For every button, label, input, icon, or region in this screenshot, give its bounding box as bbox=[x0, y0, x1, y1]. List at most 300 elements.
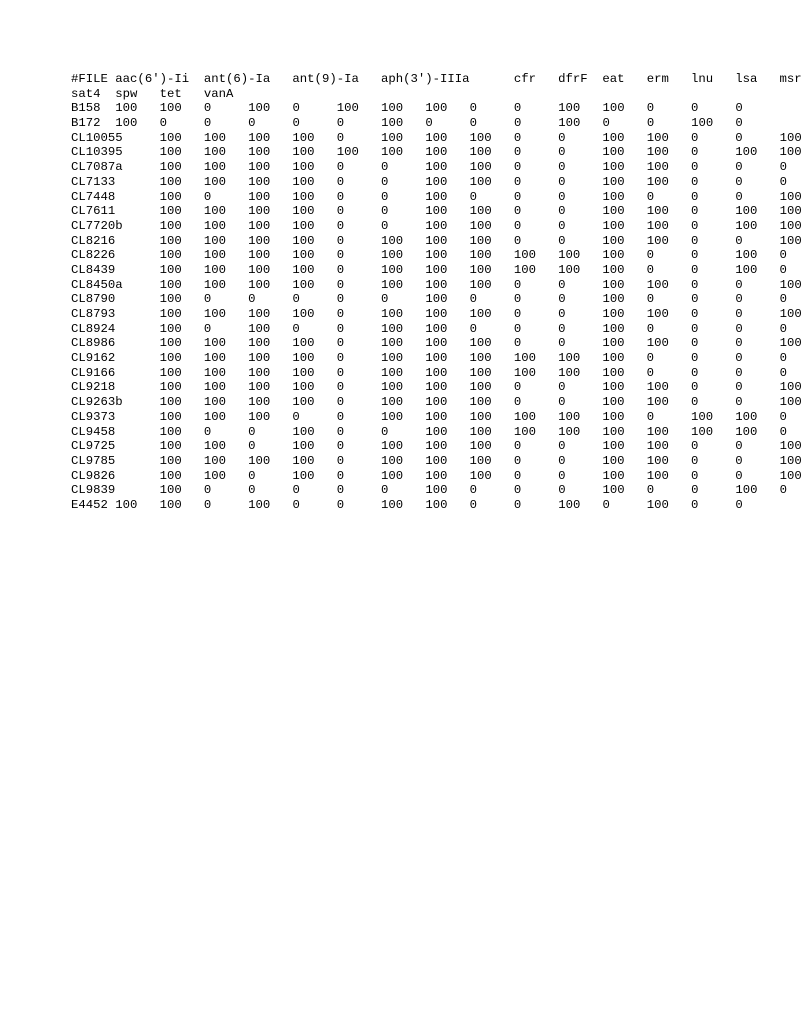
cell-value: 100 bbox=[380, 380, 404, 395]
cell-value: 100 bbox=[425, 204, 448, 219]
cell-value: 0 bbox=[735, 101, 743, 116]
cell-value: 0 bbox=[646, 409, 655, 424]
cell-value: 100 bbox=[203, 145, 226, 160]
data-row bbox=[71, 131, 802, 146]
cell-value: 100 bbox=[159, 218, 182, 233]
cell-value: 0 bbox=[380, 204, 389, 219]
cell-value: 100 bbox=[558, 262, 581, 277]
cell-value: 0 bbox=[691, 468, 699, 483]
cell-value: 100 bbox=[735, 424, 758, 439]
cell-value: 0 bbox=[248, 116, 256, 131]
cell-value: 100 bbox=[159, 174, 182, 189]
cell-value: 100 bbox=[602, 307, 625, 321]
cell-value: 100 bbox=[425, 160, 448, 175]
cell-value: 0 bbox=[292, 292, 300, 307]
cell-value: 100 bbox=[779, 336, 802, 351]
cell-value: 100 bbox=[691, 116, 714, 131]
cell-value: 100 bbox=[646, 307, 669, 321]
cell-value: 0 bbox=[380, 174, 389, 189]
cell-value: 0 bbox=[691, 483, 699, 498]
cell-value: 100 bbox=[469, 233, 492, 248]
data-row bbox=[71, 219, 802, 234]
cell-value: 100 bbox=[779, 453, 802, 468]
cell-value: 0 bbox=[336, 116, 345, 131]
cell-value: 0 bbox=[381, 189, 389, 204]
cell-value: 0 bbox=[558, 130, 566, 145]
cell-value: 0 bbox=[336, 277, 345, 292]
cell-value: 100 bbox=[203, 365, 226, 380]
cell-value: 100 bbox=[292, 380, 315, 395]
cell-value: 100 bbox=[602, 439, 625, 454]
cell-value: 100 bbox=[602, 321, 625, 336]
cell-value: 0 bbox=[336, 365, 345, 380]
cell-value: 0 bbox=[336, 218, 345, 233]
cell-value: 100 bbox=[602, 292, 625, 307]
cell-value: 0 bbox=[735, 380, 743, 395]
cell-value: 100 bbox=[425, 439, 448, 454]
data-row bbox=[71, 454, 802, 469]
cell-value: 100 bbox=[425, 351, 448, 366]
cell-value: 0 bbox=[203, 424, 212, 439]
row-name: B172 bbox=[71, 116, 101, 131]
cell-value: 100 bbox=[602, 380, 625, 395]
data-row bbox=[71, 498, 802, 513]
cell-value: 100 bbox=[292, 468, 315, 483]
cell-value: 100 bbox=[159, 277, 182, 292]
cell-value: 100 bbox=[248, 248, 271, 263]
cell-value: 0 bbox=[691, 101, 699, 116]
column-header: lnu bbox=[690, 72, 714, 86]
cell-value: 100 bbox=[779, 277, 802, 292]
cell-value: 0 bbox=[690, 380, 699, 395]
cell-value: 0 bbox=[292, 116, 300, 131]
cell-value: 100 bbox=[469, 277, 492, 292]
cell-value: 100 bbox=[292, 395, 315, 410]
cell-value: 0 bbox=[203, 116, 212, 131]
cell-value: 100 bbox=[292, 248, 315, 263]
cell-value: 0 bbox=[513, 277, 522, 292]
cell-value: 100 bbox=[115, 116, 138, 131]
cell-value: 100 bbox=[380, 248, 404, 263]
cell-value: 100 bbox=[203, 262, 226, 277]
cell-value: 100 bbox=[292, 336, 315, 351]
cell-value: 0 bbox=[779, 262, 787, 277]
cell-value: 100 bbox=[646, 468, 669, 483]
cell-value: 0 bbox=[558, 468, 566, 483]
cell-value: 0 bbox=[513, 218, 522, 233]
cell-value: 100 bbox=[292, 233, 315, 248]
cell-value: 100 bbox=[779, 204, 802, 219]
cell-value: 100 bbox=[469, 160, 492, 175]
column-header: lsa bbox=[735, 72, 758, 86]
column-header: aac(6')-Ii bbox=[115, 72, 190, 86]
row-name: E4452 bbox=[71, 497, 108, 512]
cell-value: 0 bbox=[691, 218, 699, 233]
cell-value: 0 bbox=[735, 307, 743, 321]
cell-value: 0 bbox=[646, 101, 655, 116]
data-row bbox=[71, 204, 802, 219]
cell-value: 100 bbox=[602, 248, 625, 263]
cell-value: 100 bbox=[425, 189, 448, 204]
cell-value: 100 bbox=[558, 409, 581, 424]
cell-value: 100 bbox=[469, 395, 492, 410]
cell-value: 0 bbox=[203, 189, 212, 204]
cell-value: 0 bbox=[513, 395, 522, 410]
cell-value: 100 bbox=[646, 380, 669, 395]
cell-value: 0 bbox=[735, 277, 743, 292]
cell-value: 100 bbox=[248, 189, 271, 204]
cell-value: 100 bbox=[779, 395, 802, 410]
cell-value: 0 bbox=[513, 116, 522, 131]
cell-value: 100 bbox=[646, 130, 669, 145]
cell-value: 0 bbox=[248, 424, 256, 439]
cell-value: 0 bbox=[513, 204, 522, 219]
cell-value: 0 bbox=[602, 116, 610, 131]
cell-value: 100 bbox=[292, 439, 315, 454]
cell-value: 100 bbox=[558, 497, 581, 512]
cell-value: 100 bbox=[159, 351, 182, 366]
cell-value: 100 bbox=[159, 248, 182, 263]
data-row bbox=[71, 336, 802, 351]
cell-value: 100 bbox=[469, 468, 492, 483]
cell-value: 100 bbox=[513, 262, 536, 277]
cell-value: 100 bbox=[248, 307, 271, 321]
cell-value: 100 bbox=[159, 204, 182, 219]
cell-value: 100 bbox=[602, 145, 625, 160]
cell-value: 100 bbox=[381, 409, 404, 424]
cell-value: 0 bbox=[513, 307, 522, 321]
cell-value: 0 bbox=[203, 483, 212, 498]
cell-value: 100 bbox=[248, 130, 271, 145]
cell-value: 0 bbox=[691, 497, 699, 512]
cell-value: 0 bbox=[735, 395, 743, 410]
cell-value: 0 bbox=[779, 160, 787, 175]
row-name: CL9263b bbox=[71, 395, 123, 410]
cell-value: 100 bbox=[248, 101, 271, 116]
cell-value: 100 bbox=[380, 130, 404, 145]
cell-value: 100 bbox=[469, 204, 492, 219]
data-row bbox=[71, 410, 802, 425]
cell-value: 0 bbox=[203, 292, 212, 307]
cell-value: 0 bbox=[469, 321, 477, 336]
cell-value: 100 bbox=[646, 424, 669, 439]
cell-value: 100 bbox=[469, 424, 492, 439]
cell-value: 0 bbox=[646, 262, 655, 277]
cell-value: 100 bbox=[425, 233, 448, 248]
cell-value: 0 bbox=[248, 439, 256, 454]
cell-value: 100 bbox=[380, 233, 404, 248]
cell-value: 100 bbox=[248, 497, 271, 512]
cell-value: 100 bbox=[292, 453, 315, 468]
cell-value: 100 bbox=[469, 262, 492, 277]
cell-value: 0 bbox=[513, 439, 522, 454]
cell-value: 100 bbox=[159, 483, 182, 498]
cell-value: 100 bbox=[690, 409, 714, 424]
cell-value: 0 bbox=[558, 321, 566, 336]
cell-value: 100 bbox=[425, 395, 448, 410]
cell-value: 100 bbox=[292, 307, 315, 321]
cell-value: 100 bbox=[248, 351, 271, 366]
cell-value: 0 bbox=[735, 439, 743, 454]
cell-value: 100 bbox=[513, 409, 536, 424]
cell-value: 100 bbox=[602, 204, 625, 219]
data-row bbox=[71, 234, 802, 249]
cell-value: 0 bbox=[690, 262, 699, 277]
column-header: vanA bbox=[203, 86, 234, 101]
cell-value: 100 bbox=[779, 380, 802, 395]
cell-value: 0 bbox=[336, 409, 345, 424]
cell-value: 100 bbox=[159, 130, 182, 145]
cell-value: 100 bbox=[380, 453, 404, 468]
row-name: CL7087a bbox=[71, 160, 123, 175]
cell-value: 100 bbox=[779, 439, 802, 454]
row-name: CL9162 bbox=[71, 351, 116, 366]
cell-value: 100 bbox=[203, 351, 226, 366]
cell-value: 100 bbox=[159, 145, 182, 160]
cell-value: 100 bbox=[248, 321, 271, 336]
cell-value: 100 bbox=[203, 248, 226, 263]
row-name: CL7133 bbox=[71, 174, 116, 189]
cell-value: 100 bbox=[513, 248, 536, 263]
cell-value: 100 bbox=[248, 380, 271, 395]
cell-value: 0 bbox=[292, 483, 300, 498]
cell-value: 100 bbox=[691, 424, 714, 439]
column-header: eat bbox=[602, 72, 625, 86]
cell-value: 100 bbox=[203, 439, 226, 454]
cell-value: 0 bbox=[691, 292, 699, 307]
cell-value: 100 bbox=[735, 248, 758, 263]
cell-value: 0 bbox=[558, 218, 566, 233]
cell-value: 100 bbox=[203, 453, 226, 468]
cell-value: 0 bbox=[735, 116, 743, 131]
cell-value: 0 bbox=[513, 453, 522, 468]
cell-value: 0 bbox=[336, 174, 345, 189]
cell-value: 100 bbox=[248, 160, 271, 175]
row-name: CL8439 bbox=[71, 262, 116, 277]
data-row bbox=[71, 101, 802, 116]
cell-value: 100 bbox=[602, 365, 625, 380]
cell-value: 100 bbox=[735, 262, 758, 277]
column-header: erm bbox=[646, 72, 669, 86]
tsv-document bbox=[71, 72, 802, 513]
cell-value: 0 bbox=[558, 439, 566, 454]
cell-value: 0 bbox=[469, 497, 477, 512]
cell-value: 0 bbox=[381, 292, 389, 307]
cell-value: 0 bbox=[646, 483, 655, 498]
cell-value: 100 bbox=[646, 439, 669, 454]
cell-value: 0 bbox=[690, 145, 699, 160]
cell-value: 100 bbox=[425, 468, 448, 483]
data-row bbox=[71, 175, 802, 190]
cell-value: 0 bbox=[646, 351, 655, 366]
data-row bbox=[71, 483, 802, 498]
data-row bbox=[71, 263, 802, 278]
cell-value: 100 bbox=[779, 145, 802, 160]
column-header: dfrF bbox=[558, 72, 588, 86]
cell-value: 100 bbox=[292, 130, 315, 145]
cell-value: 100 bbox=[469, 409, 492, 424]
row-name: CL8793 bbox=[71, 307, 116, 321]
cell-value: 100 bbox=[203, 277, 226, 292]
cell-value: 100 bbox=[602, 233, 625, 248]
cell-value: 100 bbox=[159, 453, 182, 468]
cell-value: 100 bbox=[159, 380, 182, 395]
cell-value: 100 bbox=[292, 351, 315, 366]
cell-value: 0 bbox=[336, 189, 345, 204]
cell-value: 100 bbox=[159, 262, 182, 277]
cell-value: 100 bbox=[292, 145, 315, 160]
cell-value: 0 bbox=[691, 189, 699, 204]
cell-value: 100 bbox=[646, 453, 669, 468]
data-row bbox=[71, 469, 802, 484]
data-row bbox=[71, 248, 802, 263]
cell-value: 100 bbox=[159, 468, 182, 483]
cell-value: 100 bbox=[159, 336, 182, 351]
cell-value: 100 bbox=[469, 365, 492, 380]
cell-value: 100 bbox=[203, 160, 226, 175]
cell-value: 100 bbox=[602, 189, 625, 204]
cell-value: 100 bbox=[336, 145, 359, 160]
cell-value: 0 bbox=[735, 174, 743, 189]
cell-value: 100 bbox=[513, 351, 536, 366]
cell-value: 100 bbox=[248, 395, 271, 410]
cell-value: 0 bbox=[513, 174, 522, 189]
cell-value: 0 bbox=[779, 409, 787, 424]
cell-value: 0 bbox=[336, 497, 345, 512]
cell-value: 0 bbox=[646, 116, 655, 131]
cell-value: 100 bbox=[292, 189, 315, 204]
cell-value: 100 bbox=[425, 145, 448, 160]
cell-value: 100 bbox=[646, 497, 669, 512]
cell-value: 100 bbox=[602, 218, 625, 233]
cell-value: 0 bbox=[690, 130, 699, 145]
data-row bbox=[71, 145, 802, 160]
cell-value: 0 bbox=[558, 453, 566, 468]
cell-value: 100 bbox=[513, 365, 536, 380]
cell-value: 100 bbox=[203, 174, 226, 189]
cell-value: 0 bbox=[336, 395, 345, 410]
cell-value: 0 bbox=[513, 321, 522, 336]
cell-value: 100 bbox=[159, 233, 182, 248]
cell-value: 100 bbox=[425, 101, 448, 116]
row-name: CL8924 bbox=[71, 321, 116, 336]
cell-value: 100 bbox=[513, 424, 537, 439]
cell-value: 100 bbox=[425, 483, 448, 498]
cell-value: 100 bbox=[469, 336, 492, 351]
cell-value: 100 bbox=[425, 248, 448, 263]
cell-value: 0 bbox=[336, 248, 345, 263]
cell-value: 100 bbox=[203, 307, 226, 321]
cell-value: 100 bbox=[425, 130, 448, 145]
cell-value: 0 bbox=[558, 204, 566, 219]
cell-value: 100 bbox=[558, 424, 581, 439]
data-row bbox=[71, 439, 802, 454]
cell-value: 100 bbox=[159, 307, 182, 321]
cell-value: 100 bbox=[425, 307, 448, 321]
cell-value: 100 bbox=[336, 101, 359, 116]
cell-value: 0 bbox=[602, 497, 610, 512]
cell-value: 0 bbox=[336, 439, 345, 454]
cell-value: 100 bbox=[203, 336, 226, 351]
cell-value: 100 bbox=[558, 116, 581, 131]
cell-value: 100 bbox=[425, 277, 448, 292]
column-header: spw bbox=[115, 86, 138, 101]
cell-value: 0 bbox=[779, 321, 788, 336]
cell-value: 100 bbox=[159, 497, 182, 512]
data-row bbox=[71, 425, 802, 440]
cell-value: 0 bbox=[646, 189, 655, 204]
row-name: CL9373 bbox=[71, 409, 116, 424]
cell-value: 100 bbox=[602, 174, 625, 189]
cell-value: 0 bbox=[646, 365, 655, 380]
cell-value: 0 bbox=[336, 160, 345, 175]
cell-value: 0 bbox=[513, 233, 522, 248]
cell-value: 100 bbox=[558, 351, 581, 366]
cell-value: 0 bbox=[646, 321, 655, 336]
cell-value: 100 bbox=[292, 174, 315, 189]
cell-value: 100 bbox=[779, 189, 802, 204]
data-row bbox=[71, 395, 802, 410]
cell-value: 100 bbox=[779, 130, 802, 145]
cell-value: 100 bbox=[602, 351, 625, 366]
cell-value: 100 bbox=[602, 424, 625, 439]
cell-value: 100 bbox=[469, 351, 492, 366]
cell-value: 0 bbox=[336, 130, 345, 145]
cell-value: 0 bbox=[558, 160, 566, 175]
cell-value: 100 bbox=[425, 365, 448, 380]
cell-value: 0 bbox=[690, 248, 699, 263]
cell-value: 100 bbox=[159, 395, 182, 410]
cell-value: 0 bbox=[469, 292, 477, 307]
data-row bbox=[71, 380, 802, 395]
cell-value: 0 bbox=[690, 307, 699, 321]
cell-value: 0 bbox=[380, 160, 389, 175]
row-name: CL9826 bbox=[71, 468, 116, 483]
cell-value: 0 bbox=[779, 483, 788, 498]
cell-value: 0 bbox=[691, 204, 699, 219]
cell-value: 100 bbox=[381, 468, 404, 483]
cell-value: 100 bbox=[292, 204, 315, 219]
cell-value: 0 bbox=[690, 336, 699, 351]
file-label: #FILE bbox=[71, 72, 108, 86]
cell-value: 0 bbox=[735, 130, 743, 145]
cell-value: 0 bbox=[381, 424, 389, 439]
cell-value: 100 bbox=[380, 145, 404, 160]
cell-value: 0 bbox=[380, 218, 389, 233]
cell-value: 100 bbox=[381, 497, 404, 512]
cell-value: 100 bbox=[380, 351, 404, 366]
cell-value: 100 bbox=[735, 204, 758, 219]
cell-value: 100 bbox=[248, 218, 271, 233]
column-header: cfr bbox=[513, 72, 536, 86]
cell-value: 0 bbox=[513, 145, 522, 160]
cell-value: 100 bbox=[602, 453, 625, 468]
cell-value: 0 bbox=[513, 468, 522, 483]
cell-value: 100 bbox=[203, 130, 226, 145]
cell-value: 0 bbox=[779, 174, 787, 189]
cell-value: 100 bbox=[292, 160, 315, 175]
cell-value: 100 bbox=[380, 365, 404, 380]
cell-value: 0 bbox=[513, 336, 522, 351]
cell-value: 0 bbox=[735, 351, 743, 366]
header-line bbox=[71, 72, 802, 87]
cell-value: 0 bbox=[690, 233, 699, 248]
cell-value: 0 bbox=[558, 174, 566, 189]
cell-value: 100 bbox=[159, 292, 182, 307]
data-row bbox=[71, 160, 802, 175]
cell-value: 100 bbox=[735, 483, 758, 498]
cell-value: 0 bbox=[558, 380, 566, 395]
